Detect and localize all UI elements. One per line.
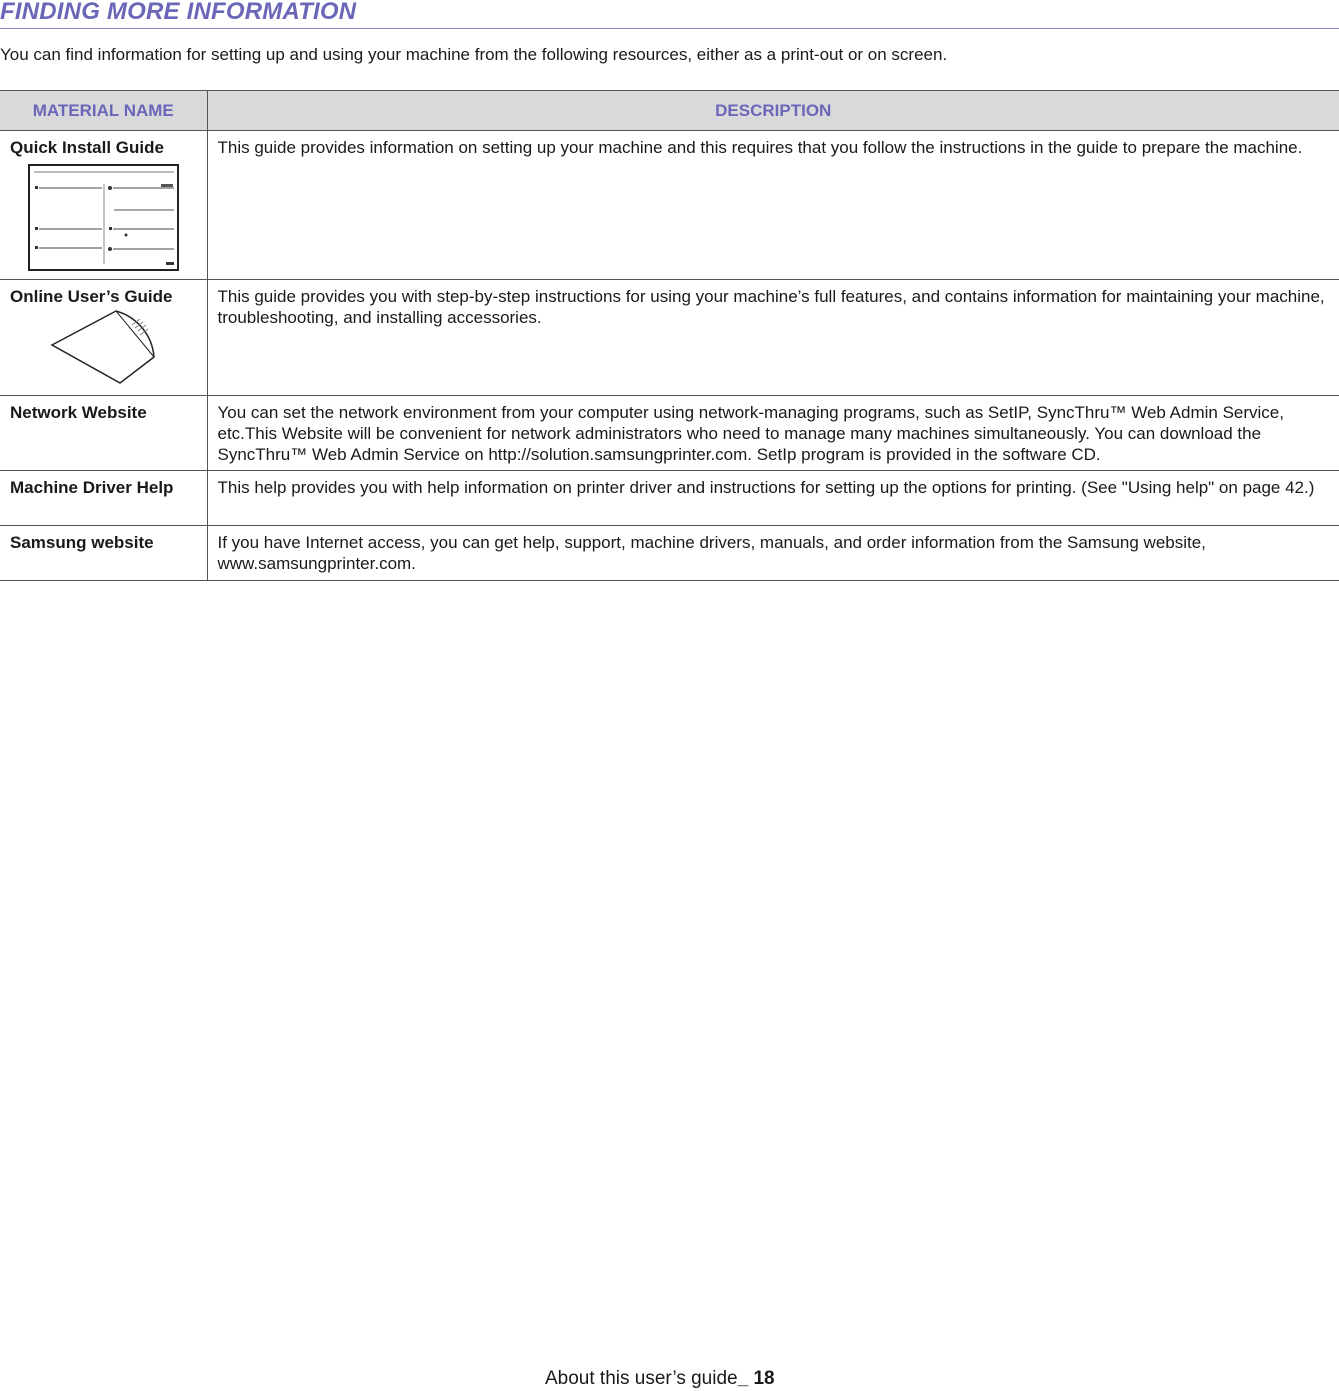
page-number: _ 18 (737, 1368, 775, 1389)
description-cell: This guide provides you with step-by-step instructions for using your machine’s full features, and contains information for maintaining your machine, troubleshooting, and installing accessories. (207, 280, 1339, 396)
column-header-material-name: MATERIAL NAME (0, 91, 207, 131)
page-title: FINDING MORE INFORMATION (0, 0, 357, 25)
table-row (0, 526, 1339, 581)
description-cell: This guide provides information on setting up your machine and this requires that you follow the instructions in the guide to prepare the machine. (207, 131, 1339, 280)
material-cell (0, 280, 207, 396)
quick-install-guide-icon (28, 164, 180, 274)
material-name: Machine Driver Help (0, 471, 207, 526)
table-header-row (0, 91, 1339, 131)
cd-disc-icon (50, 309, 170, 385)
description-cell: If you have Internet access, you can get help, support, machine drivers, manuals, and order information from the Samsung website, www.samsungprinter.com. (207, 526, 1339, 581)
material-cell (0, 131, 207, 280)
table-row (0, 471, 1339, 526)
material-name: Samsung website (0, 526, 207, 581)
description-cell: You can set the network environment from your computer using network-managing programs, such as SetIP, SyncThru™ Web Admin Service, etc.This Website will be convenient for network administrators who need to manage many machines simultaneously. You can download the SyncThru™ Web Admin Service on http://solution.samsungprinter.com. SetIp program is provided in the software CD. (207, 396, 1339, 471)
description-cell: This help provides you with help information on printer driver and instructions for setting up the options for printing. (See "Using help" on page 42.) (207, 471, 1339, 526)
material-name: Quick Install Guide (10, 138, 164, 157)
table-row (0, 280, 1339, 396)
page-footer (545, 1368, 775, 1390)
footer-label: About this user’s guide (545, 1368, 738, 1389)
material-name: Network Website (0, 396, 207, 471)
title-divider (0, 28, 1339, 29)
table-row (0, 396, 1339, 471)
intro-text: You can find information for setting up and using your machine from the following resources, either as a print-out or on screen. (0, 45, 948, 64)
material-name: Online User’s Guide (10, 287, 173, 306)
materials-table (0, 90, 1339, 581)
table-row (0, 131, 1339, 280)
column-header-description: DESCRIPTION (207, 91, 1339, 131)
